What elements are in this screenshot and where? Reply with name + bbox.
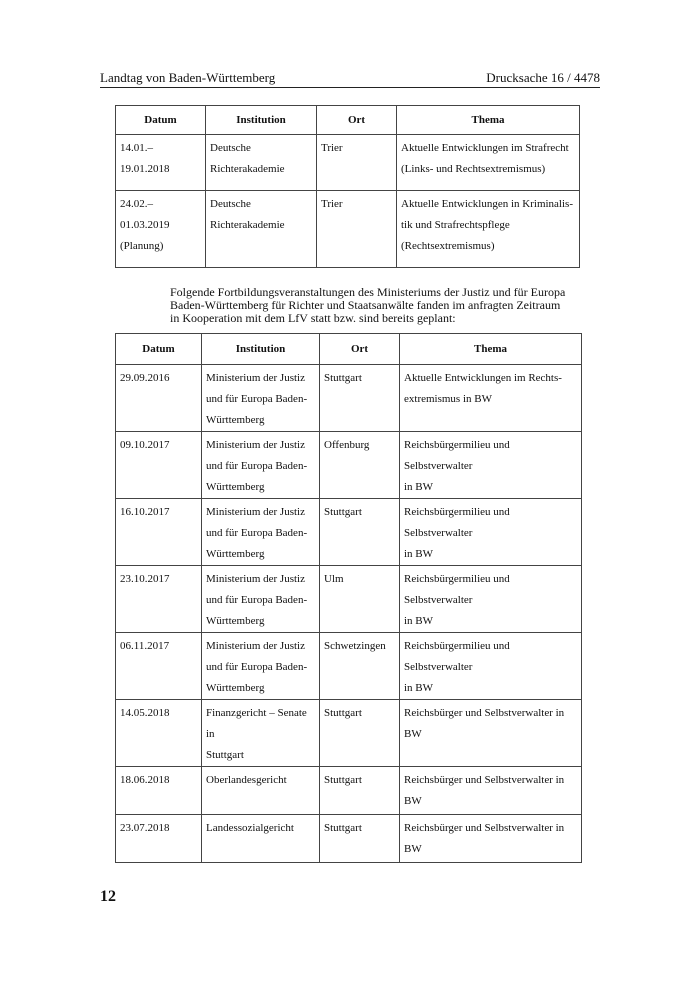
table-row <box>116 566 582 633</box>
cell-institution: Finanzgericht – Senate in Stuttgart <box>202 700 320 767</box>
cell-datum: 14.01.– 19.01.2018 <box>116 135 206 191</box>
cell-ort: Schwetzingen <box>320 633 400 700</box>
cell-thema: Aktuelle Entwicklungen in Kriminalis- tik und Strafrechtspflege (Rechtsextremismus) <box>397 191 580 268</box>
cell-ort: Ulm <box>320 566 400 633</box>
cell-thema: Aktuelle Entwicklungen im Strafrecht (Links- und Rechtsextremismus) <box>397 135 580 191</box>
table-row <box>116 633 582 700</box>
cell-institution: Deutsche Richterakademie <box>206 191 317 268</box>
table-row <box>116 767 582 815</box>
cell-institution: Ministerium der Justiz und für Europa Baden- Württemberg <box>202 499 320 566</box>
cell-datum: 09.10.2017 <box>116 432 202 499</box>
header-title: Landtag von Baden-Württemberg <box>100 70 276 85</box>
cell-institution: Ministerium der Justiz und für Europa Baden- Württemberg <box>202 566 320 633</box>
cell-ort: Trier <box>317 135 397 191</box>
table-header-row <box>116 106 580 135</box>
cell-thema: Reichsbürger und Selbstverwalter in BW <box>400 767 582 815</box>
cell-thema: Reichsbürgermilieu und Selbstverwalter in BW <box>400 633 582 700</box>
table-row <box>116 815 582 863</box>
table-header-row <box>116 334 582 365</box>
cell-thema: Reichsbürgermilieu und Selbstverwalter in BW <box>400 499 582 566</box>
table-row <box>116 191 580 268</box>
header-divider <box>100 87 600 88</box>
intro-paragraph: Folgende Fortbildungsveranstaltungen des Ministeriums der Justiz und für Europa Baden-Württemberg für Richter und Staatsanwälte fanden im anfragten Zeitraum in Kooperation mit dem LfV statt bzw. sind bereits geplant: <box>170 285 566 325</box>
column-header-ort: Ort <box>320 334 400 365</box>
cell-ort: Stuttgart <box>320 815 400 863</box>
column-header-datum: Datum <box>116 334 202 365</box>
table-row <box>116 700 582 767</box>
cell-institution: Ministerium der Justiz und für Europa Baden- Württemberg <box>202 432 320 499</box>
column-header-ort: Ort <box>317 106 397 135</box>
table-row <box>116 365 582 432</box>
cell-ort: Stuttgart <box>320 365 400 432</box>
column-header-thema: Thema <box>400 334 582 365</box>
cell-ort: Trier <box>317 191 397 268</box>
cell-datum: 18.06.2018 <box>116 767 202 815</box>
cell-thema: Reichsbürger und Selbstverwalter in BW <box>400 700 582 767</box>
cell-institution: Landessozialgericht <box>202 815 320 863</box>
cell-ort: Stuttgart <box>320 767 400 815</box>
table-row <box>116 499 582 566</box>
cell-ort: Offenburg <box>320 432 400 499</box>
cell-datum: 23.10.2017 <box>116 566 202 633</box>
cell-datum: 23.07.2018 <box>116 815 202 863</box>
events-table-ministerium <box>115 333 582 863</box>
table-row <box>116 432 582 499</box>
cell-thema: Reichsbürgermilieu und Selbstverwalter in BW <box>400 432 582 499</box>
cell-thema: Aktuelle Entwicklungen im Rechts- extremismus in BW <box>400 365 582 432</box>
cell-institution: Ministerium der Justiz und für Europa Baden- Württemberg <box>202 365 320 432</box>
cell-datum: 16.10.2017 <box>116 499 202 566</box>
page-number: 12 <box>100 888 116 905</box>
cell-ort: Stuttgart <box>320 700 400 767</box>
cell-datum: 24.02.– 01.03.2019 (Planung) <box>116 191 206 268</box>
cell-datum: 14.05.2018 <box>116 700 202 767</box>
cell-datum: 29.09.2016 <box>116 365 202 432</box>
events-table-richterakademie <box>115 105 580 268</box>
cell-institution: Deutsche Richterakademie <box>206 135 317 191</box>
cell-institution: Ministerium der Justiz und für Europa Baden- Württemberg <box>202 633 320 700</box>
cell-ort: Stuttgart <box>320 499 400 566</box>
table-row <box>116 135 580 191</box>
cell-datum: 06.11.2017 <box>116 633 202 700</box>
column-header-institution: Institution <box>206 106 317 135</box>
cell-institution: Oberlandesgericht <box>202 767 320 815</box>
column-header-thema: Thema <box>397 106 580 135</box>
document-number: Drucksache 16 / 4478 <box>486 70 600 85</box>
column-header-institution: Institution <box>202 334 320 365</box>
column-header-datum: Datum <box>116 106 206 135</box>
cell-thema: Reichsbürgermilieu und Selbstverwalter in BW <box>400 566 582 633</box>
cell-thema: Reichsbürger und Selbstverwalter in BW <box>400 815 582 863</box>
